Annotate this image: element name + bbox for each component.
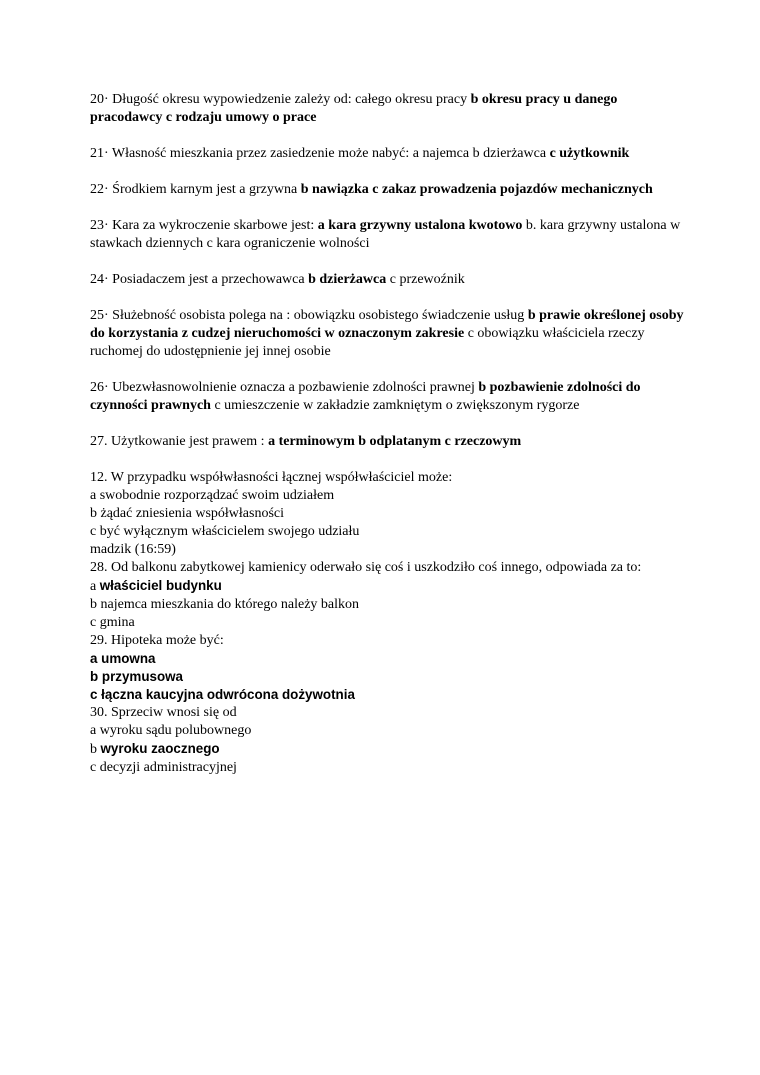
answer-28: właściciel budynku — [99, 578, 222, 593]
q12-option-c: c być wyłącznym właścicielem swojego udziału — [90, 524, 360, 539]
question-25: 25· Służebność osobista polega na : obowiązku osobistego świadczenie usług b prawie określonej osoby do korzystania z cudzej nieruchomości w oznaczonym zakresie c obowiązku właściciela rzeczy ruchomej do udostępnienie jej innej osobie — [90, 308, 684, 359]
answer-30: wyroku zaocznego — [100, 741, 220, 756]
q30-option-b: b wyroku zaocznego — [90, 741, 220, 757]
answer-26: b pozbawienie zdolności do czynności prawnych — [90, 380, 641, 413]
q29-option-c: c łączna kaucyjna odwrócona dożywotnia — [90, 687, 355, 702]
answer-22: b nawiązka c zakaz prowadzenia pojazdów mechanicznych — [300, 182, 653, 197]
question-30: 30. Sprzeciw wnosi się od — [90, 705, 237, 720]
q28-option-a: a właściciel budynku — [90, 578, 222, 594]
q30-option-c: c decyzji administracyjnej — [90, 760, 237, 775]
q28-option-b: b najemca mieszkania do którego należy balkon — [90, 597, 360, 612]
q12-note: madzik (16:59) — [90, 542, 176, 557]
answer-23: a kara grzywny ustalona kwotowo — [317, 218, 523, 233]
question-24: 24· Posiadaczem jest a przechowawca b dzierżawca c przewoźnik — [90, 272, 465, 287]
answer-21: c użytkownik — [549, 146, 630, 161]
q30-option-a: a wyroku sądu polubownego — [90, 723, 252, 738]
answer-24: b dzierżawca — [308, 272, 387, 287]
q29-option-a: a umowna — [90, 651, 156, 666]
answer-20: b okresu pracy u danego pracodawcy c rodzaju umowy o prace — [90, 92, 618, 125]
q29-option-b: b przymusowa — [90, 669, 184, 684]
q12-option-a: a swobodnie rozporządzać swoim udziałem — [90, 488, 335, 503]
document-page — [90, 91, 690, 777]
question-22: 22· Środkiem karnym jest a grzywna b nawiązka c zakaz prowadzenia pojazdów mechanicznych — [90, 182, 653, 197]
question-26: 26· Ubezwłasnowolnienie oznacza a pozbawienie zdolności prawnej b pozbawienie zdolności do czynności prawnych c umieszczenie w zakładzie zamkniętym o zwiększonym rygorze — [90, 380, 641, 413]
question-21: 21· Własność mieszkania przez zasiedzenie może nabyć: a najemca b dzierżawca c użytkownik — [90, 146, 630, 161]
question-12: 12. W przypadku współwłasności łącznej współwłaściciel może: — [90, 470, 453, 485]
question-29: 29. Hipoteka może być: — [90, 633, 224, 648]
answer-27: a terminowym b odplatanym c rzeczowym — [268, 434, 522, 449]
question-23: 23· Kara za wykroczenie skarbowe jest: a kara grzywny ustalona kwotowo b. kara grzywny ustalona w stawkach dziennych c kara ograniczenie wolności — [90, 218, 681, 251]
answer-25: b prawie określonej osoby do korzystania z cudzej nieruchomości w oznaczonym zakresie — [90, 308, 684, 341]
question-27: 27. Użytkowanie jest prawem : a terminowym b odplatanym c rzeczowym — [90, 434, 522, 449]
q28-option-c: c gmina — [90, 615, 135, 630]
question-20: 20· Długość okresu wypowiedzenie zależy od: całego okresu pracy b okresu pracy u danego pracodawcy c rodzaju umowy o prace — [90, 92, 618, 125]
question-28: 28. Od balkonu zabytkowej kamienicy oderwało się coś i uszkodziło coś innego, odpowiada za to: — [90, 560, 642, 575]
q12-option-b: b żądać zniesienia współwłasności — [90, 506, 284, 521]
